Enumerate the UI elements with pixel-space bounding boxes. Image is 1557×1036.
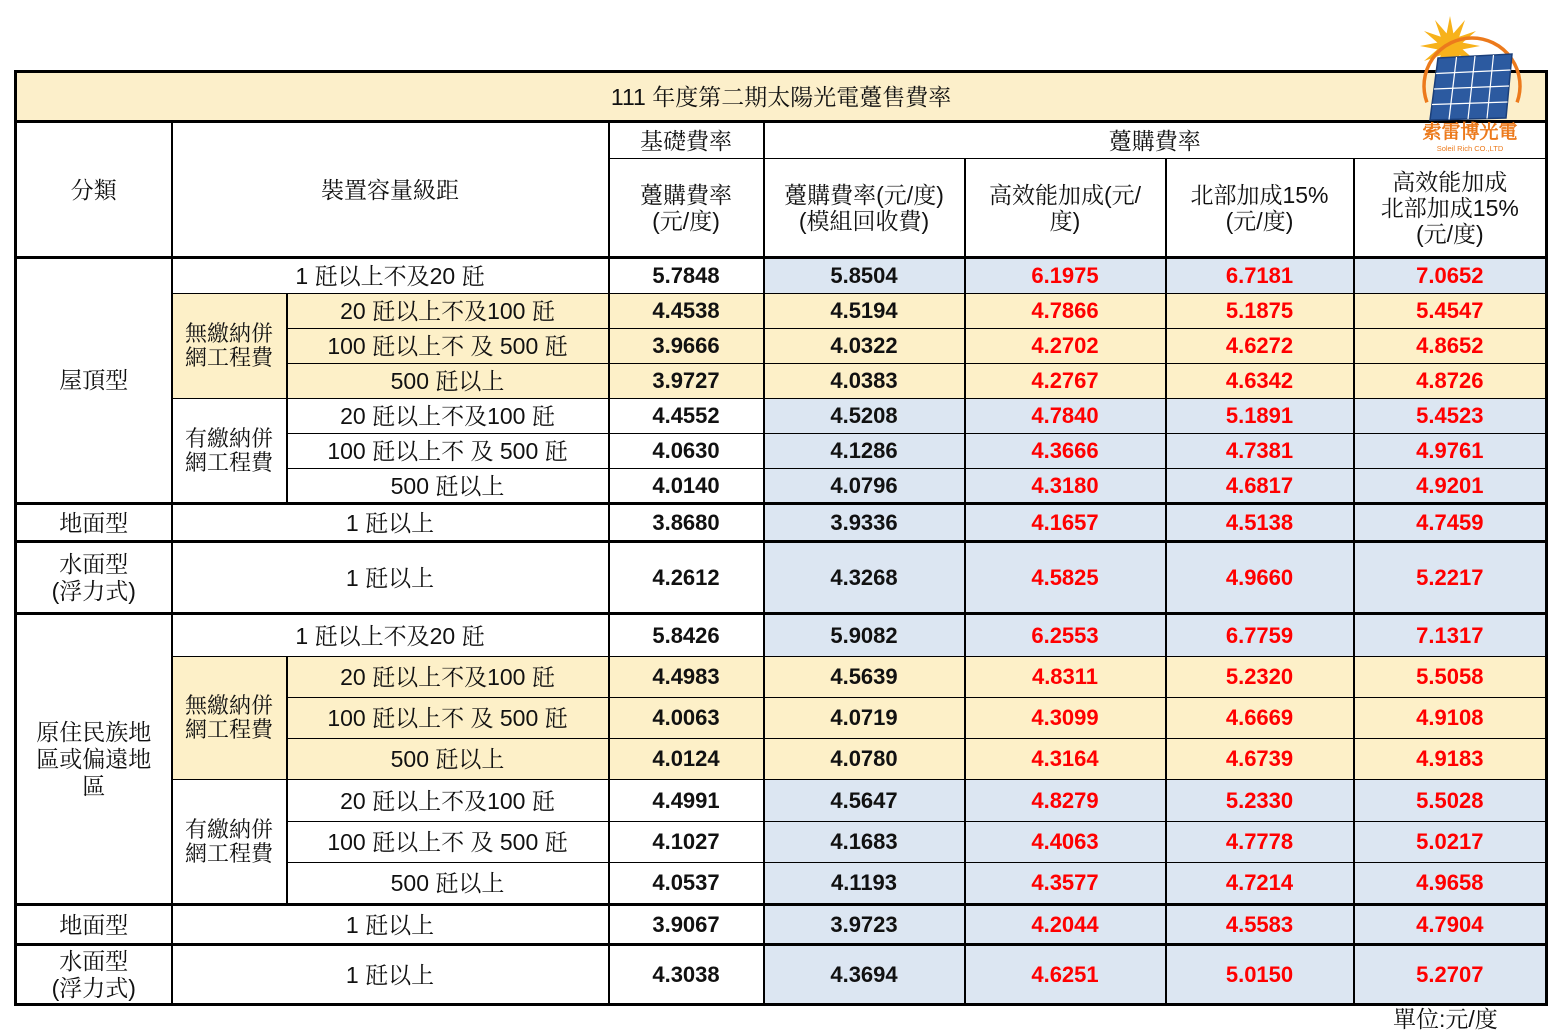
high-efficiency-north-rate-cell: 4.9201 (1354, 469, 1547, 504)
table-row (16, 780, 1547, 822)
header-line: 躉購費率(元/度) (784, 181, 944, 208)
high-efficiency-north-rate-cell: 5.0217 (1354, 822, 1547, 863)
base-rate-cell: 5.7848 (609, 258, 764, 294)
recycle-rate-cell: 5.9082 (764, 614, 965, 657)
high-efficiency-rate-cell: 4.8279 (965, 780, 1166, 822)
capacity-cell: 100 瓩以上不 及 500 瓩 (287, 698, 609, 739)
capacity-cell: 20 瓩以上不及100 瓩 (287, 780, 609, 822)
header-col-high-efficiency-north (1354, 159, 1547, 258)
high-efficiency-north-rate-cell: 7.0652 (1354, 258, 1547, 294)
north-bonus-rate-cell: 4.6817 (1166, 469, 1354, 504)
high-efficiency-rate-cell: 4.2044 (965, 905, 1166, 945)
group-label-line: 有繳納併 (184, 425, 273, 451)
high-efficiency-north-rate-cell: 4.9761 (1354, 434, 1547, 469)
category-label-line: 區或偏遠地 (36, 745, 152, 772)
base-rate-cell: 4.3038 (609, 945, 764, 1005)
high-efficiency-rate-cell: 4.3164 (965, 739, 1166, 780)
header-line: (元/度) (652, 207, 720, 234)
north-bonus-rate-cell: 4.5138 (1166, 504, 1354, 542)
high-efficiency-north-rate-cell: 5.2217 (1354, 542, 1547, 614)
recycle-rate-cell: 4.5639 (764, 657, 965, 698)
base-rate-cell: 3.8680 (609, 504, 764, 542)
group-label-line: 網工程費 (184, 840, 273, 866)
high-efficiency-rate-cell: 4.3099 (965, 698, 1166, 739)
high-efficiency-rate-cell: 4.3577 (965, 863, 1166, 905)
group-label-line: 網工程費 (184, 449, 273, 475)
table-row (16, 258, 1547, 294)
table-row (16, 657, 1547, 698)
header-line: 高效能加成 (1392, 168, 1508, 195)
high-efficiency-rate-cell: 4.4063 (965, 822, 1166, 863)
header-col-north (1166, 159, 1354, 258)
recycle-rate-cell: 4.0780 (764, 739, 965, 780)
high-efficiency-rate-cell: 4.7866 (965, 294, 1166, 329)
header-line: 高效能加成(元/ (988, 181, 1142, 208)
high-efficiency-north-rate-cell: 5.5058 (1354, 657, 1547, 698)
north-bonus-rate-cell: 4.5583 (1166, 905, 1354, 945)
base-rate-cell: 3.9666 (609, 329, 764, 364)
category-label-line: 水面型 (59, 550, 129, 577)
capacity-cell: 100 瓩以上不 及 500 瓩 (287, 434, 609, 469)
base-rate-cell: 4.4991 (609, 780, 764, 822)
north-bonus-rate-cell: 4.6669 (1166, 698, 1354, 739)
north-bonus-rate-cell: 4.7778 (1166, 822, 1354, 863)
capacity-cell: 500 瓩以上 (287, 364, 609, 399)
high-efficiency-north-rate-cell: 5.4547 (1354, 294, 1547, 329)
table-row (16, 504, 1547, 542)
group-label-line: 無繳納併 (184, 321, 273, 346)
capacity-cell: 500 瓩以上 (287, 469, 609, 504)
recycle-rate-cell: 4.0796 (764, 469, 965, 504)
capacity-cell: 100 瓩以上不 及 500 瓩 (287, 822, 609, 863)
unit-note: 單位:元/度 (1393, 1006, 1498, 1032)
capacity-cell: 20 瓩以上不及100 瓩 (287, 294, 609, 329)
north-bonus-rate-cell: 5.2320 (1166, 657, 1354, 698)
high-efficiency-north-rate-cell: 4.9658 (1354, 863, 1547, 905)
table-row (16, 542, 1547, 614)
base-rate-cell: 4.2612 (609, 542, 764, 614)
recycle-rate-cell: 4.3694 (764, 945, 965, 1005)
recycle-rate-cell: 4.5647 (764, 780, 965, 822)
category-floating (16, 542, 172, 614)
header-capacity: 裝置容量級距 (172, 122, 609, 258)
group-no-grid-fee (172, 294, 287, 399)
north-bonus-rate-cell: 4.6342 (1166, 364, 1354, 399)
capacity-cell: 100 瓩以上不 及 500 瓩 (287, 329, 609, 364)
base-rate-cell: 4.0537 (609, 863, 764, 905)
high-efficiency-rate-cell: 4.6251 (965, 945, 1166, 1005)
header-col-recycle (764, 159, 965, 258)
recycle-rate-cell: 3.9723 (764, 905, 965, 945)
category-label-line: (浮力式) (51, 577, 136, 604)
header-line: (元/度) (1415, 220, 1484, 247)
title-row (16, 72, 1547, 122)
high-efficiency-rate-cell: 6.1975 (965, 258, 1166, 294)
header-purchase-rate: 躉購費率 (764, 122, 1547, 159)
north-bonus-rate-cell: 4.6739 (1166, 739, 1354, 780)
recycle-rate-cell: 4.0322 (764, 329, 965, 364)
north-bonus-rate-cell: 5.1875 (1166, 294, 1354, 329)
high-efficiency-rate-cell: 4.1657 (965, 504, 1166, 542)
north-bonus-rate-cell: 4.6272 (1166, 329, 1354, 364)
header-line: (元/度) (1225, 207, 1294, 234)
recycle-rate-cell: 5.8504 (764, 258, 965, 294)
base-rate-cell: 5.8426 (609, 614, 764, 657)
table-row (16, 294, 1547, 329)
capacity-cell: 1 瓩以上 (172, 945, 609, 1005)
recycle-rate-cell: 4.1193 (764, 863, 965, 905)
capacity-cell: 1 瓩以上不及20 瓩 (172, 258, 609, 294)
logo-name: 索雷博光電 (1422, 122, 1518, 143)
base-rate-cell: 4.0063 (609, 698, 764, 739)
high-efficiency-north-rate-cell: 5.2707 (1354, 945, 1547, 1005)
north-bonus-rate-cell: 5.1891 (1166, 399, 1354, 434)
north-bonus-rate-cell: 4.7381 (1166, 434, 1354, 469)
header-category: 分類 (16, 122, 172, 258)
header-line: (模組回收費) (798, 207, 930, 234)
group-grid-fee (172, 399, 287, 504)
capacity-cell: 1 瓩以上不及20 瓩 (172, 614, 609, 657)
logo-subtitle: Soleil Rich CO.,LTD (1436, 144, 1504, 153)
base-rate-cell: 4.1027 (609, 822, 764, 863)
table-row (16, 399, 1547, 434)
high-efficiency-north-rate-cell: 4.7904 (1354, 905, 1547, 945)
recycle-rate-cell: 4.3268 (764, 542, 965, 614)
header-line: 北部加成15% (1380, 194, 1519, 221)
group-grid-fee (172, 780, 287, 905)
category-remote-area (16, 614, 172, 905)
high-efficiency-rate-cell: 4.3666 (965, 434, 1166, 469)
capacity-cell: 1 瓩以上 (172, 504, 609, 542)
company-logo (1408, 6, 1532, 156)
group-no-grid-fee (172, 657, 287, 780)
category-ground: 地面型 (16, 504, 172, 542)
recycle-rate-cell: 4.1683 (764, 822, 965, 863)
north-bonus-rate-cell: 6.7759 (1166, 614, 1354, 657)
capacity-cell: 1 瓩以上 (172, 905, 609, 945)
group-label-line: 無繳納併 (184, 693, 273, 718)
header-line: 度) (1049, 207, 1081, 234)
high-efficiency-rate-cell: 4.2767 (965, 364, 1166, 399)
category-floating (16, 945, 172, 1005)
rate-table (14, 70, 1548, 1006)
header-row (16, 122, 1547, 159)
north-bonus-rate-cell: 4.9660 (1166, 542, 1354, 614)
capacity-cell: 500 瓩以上 (287, 739, 609, 780)
category-label-line: 水面型 (59, 947, 129, 974)
high-efficiency-rate-cell: 4.7840 (965, 399, 1166, 434)
high-efficiency-north-rate-cell: 7.1317 (1354, 614, 1547, 657)
north-bonus-rate-cell: 5.0150 (1166, 945, 1354, 1005)
north-bonus-rate-cell: 4.7214 (1166, 863, 1354, 905)
table-row (16, 945, 1547, 1005)
table-row (16, 614, 1547, 657)
high-efficiency-north-rate-cell: 5.5028 (1354, 780, 1547, 822)
base-rate-cell: 4.4552 (609, 399, 764, 434)
table-title: 111 年度第二期太陽光電躉售費率 (16, 72, 1547, 122)
high-efficiency-rate-cell: 4.2702 (965, 329, 1166, 364)
base-rate-cell: 3.9727 (609, 364, 764, 399)
base-rate-cell: 4.4983 (609, 657, 764, 698)
high-efficiency-north-rate-cell: 5.4523 (1354, 399, 1547, 434)
header-line: 躉購費率 (640, 181, 732, 208)
category-label-line: 原住民族地 (36, 718, 152, 745)
header-col-high-efficiency (965, 159, 1166, 258)
recycle-rate-cell: 3.9336 (764, 504, 965, 542)
base-rate-cell: 4.4538 (609, 294, 764, 329)
capacity-cell: 1 瓩以上 (172, 542, 609, 614)
recycle-rate-cell: 4.0719 (764, 698, 965, 739)
high-efficiency-north-rate-cell: 4.9183 (1354, 739, 1547, 780)
recycle-rate-cell: 4.5194 (764, 294, 965, 329)
capacity-cell: 500 瓩以上 (287, 863, 609, 905)
high-efficiency-north-rate-cell: 4.7459 (1354, 504, 1547, 542)
group-label-line: 網工程費 (184, 345, 273, 370)
group-label-line: 有繳納併 (184, 816, 273, 842)
recycle-rate-cell: 4.1286 (764, 434, 965, 469)
group-label-line: 網工程費 (184, 717, 273, 742)
category-ground: 地面型 (16, 905, 172, 945)
category-rooftop: 屋頂型 (16, 258, 172, 504)
base-rate-cell: 4.0124 (609, 739, 764, 780)
base-rate-cell: 4.0630 (609, 434, 764, 469)
high-efficiency-rate-cell: 4.8311 (965, 657, 1166, 698)
high-efficiency-rate-cell: 6.2553 (965, 614, 1166, 657)
high-efficiency-north-rate-cell: 4.9108 (1354, 698, 1547, 739)
category-label-line: 區 (82, 772, 106, 799)
base-rate-cell: 4.0140 (609, 469, 764, 504)
solar-panel-icon (1430, 54, 1512, 120)
capacity-cell: 20 瓩以上不及100 瓩 (287, 399, 609, 434)
high-efficiency-rate-cell: 4.5825 (965, 542, 1166, 614)
header-base-rate: 基礎費率 (609, 122, 764, 159)
north-bonus-rate-cell: 6.7181 (1166, 258, 1354, 294)
recycle-rate-cell: 4.5208 (764, 399, 965, 434)
high-efficiency-rate-cell: 4.3180 (965, 469, 1166, 504)
north-bonus-rate-cell: 5.2330 (1166, 780, 1354, 822)
category-label-line: (浮力式) (51, 974, 136, 1001)
capacity-cell: 20 瓩以上不及100 瓩 (287, 657, 609, 698)
header-col-base (609, 159, 764, 258)
table-row (16, 905, 1547, 945)
recycle-rate-cell: 4.0383 (764, 364, 965, 399)
high-efficiency-north-rate-cell: 4.8726 (1354, 364, 1547, 399)
high-efficiency-north-rate-cell: 4.8652 (1354, 329, 1547, 364)
header-line: 北部加成15% (1190, 181, 1329, 208)
base-rate-cell: 3.9067 (609, 905, 764, 945)
